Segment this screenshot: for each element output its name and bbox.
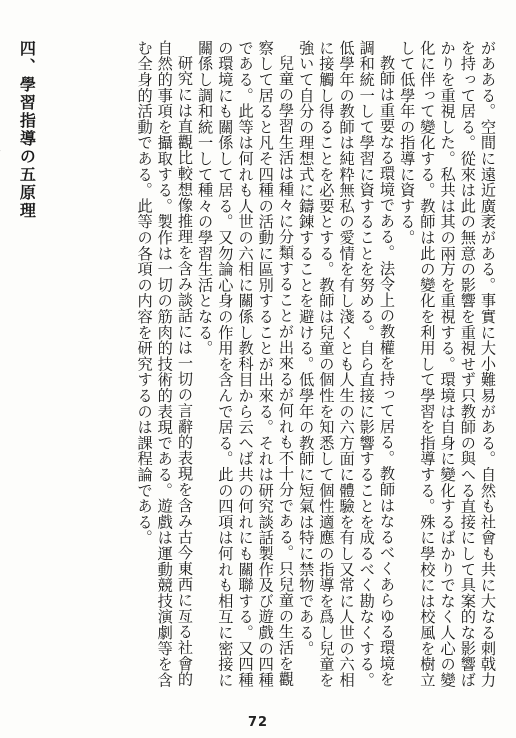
principle-one xyxy=(0,40,2,700)
paragraph-learning-life: 兒童の學習生活は種々に分類することが出來るが何れも不十分である。只兒童の生活を觀察して居ると凡そ四種の活動に區別することが出來る。それは研究談話製作及び遊戲の四種である。此等は何れも人世の六相に關係し教科目から云へば共の何れにも關聯する。又四種の環境にも關係して居る。又勿論心身の作用を含んで居る。此の四項は何れも相互に密接に關係し調和統一して種々の學習生活となる。 xyxy=(196,40,295,688)
paragraph-environment: があある。空間に遠近廣袤がある。事實に大小難易がある。自然も社會も共に大なる刺戟力を持って居る。從來は此の無意の影響を重視せず只教師の與へる直接にして具案的な影響ばかりを重視した。私共は其の兩方を重視する。環境は自身に變化するばかりでなく人心の變化に伴って變化する。教師は此の變化を利用して學習を指導する。殊に學校には校風を樹立して低學年の指導に資する。 xyxy=(398,40,497,688)
section-heading: 四、學習指導の五原理 xyxy=(17,40,37,220)
page-number: 72 xyxy=(247,715,269,730)
principle-title xyxy=(0,88,1,153)
principle-label xyxy=(0,40,1,72)
paragraph-teacher: 教師は重要なる環境である。法令上の教權を持って居る。教師はなるべくあらゆる環境を調和統一して學習に資することを努める。自ら直接に影響することを成るべく勘なくする。低學年の教師は純粋無私の愛情を有し淺くとも人生の六方面に體驗を有し又常に人世の六相に接觸し得ることを必要とする。教師は兒童の個性を知悉して個性適應の指導を爲し兒童を強いて自分の理想式に鑄錬することを避ける。低學年の教師に短氣は特に禁物である。 xyxy=(297,40,396,688)
vertical-text-body xyxy=(8,40,498,700)
paragraph-research: 研究には直觀比較想像推理を含み談話には一切の言辭的表現を含み古今東西に亙る社會的自然的事項を攝取する。製作は一切の筋肉的技術的表現である。遊戲は運動競技演劇等を含む全身的活動である。此等の各項の内容を研究するのは課程論である。 xyxy=(135,40,194,688)
